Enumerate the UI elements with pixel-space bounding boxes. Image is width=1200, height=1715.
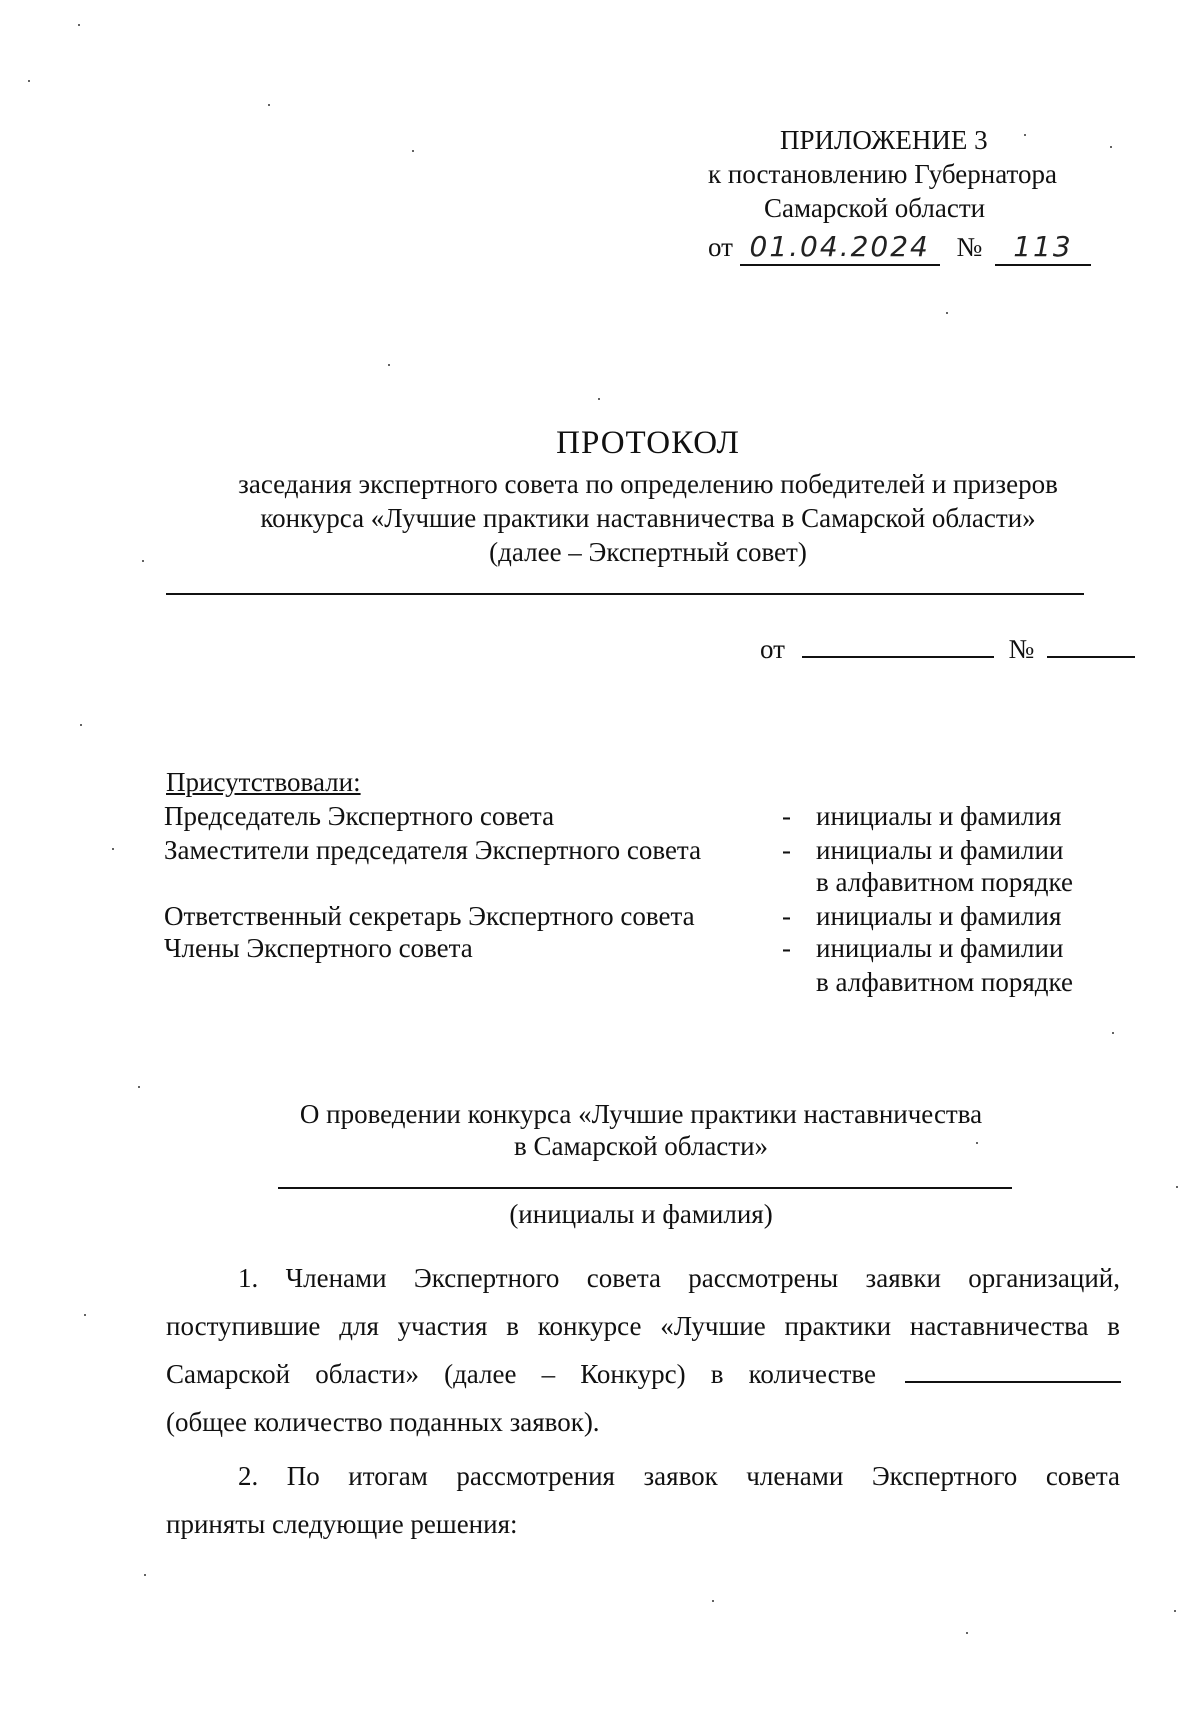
protocol-number-blank xyxy=(1047,632,1135,658)
attendance-role-members: Члены Экспертного совета xyxy=(164,933,473,963)
speaker-caption: (инициалы и фамилия) xyxy=(509,1199,773,1229)
protocol-date-blank xyxy=(802,632,994,658)
attendance-value-deputies-order: в алфавитном порядке xyxy=(816,867,1073,897)
appendix-region-line: Самарской области xyxy=(764,193,986,223)
scan-speck xyxy=(1110,146,1112,148)
appendix-date-number-line xyxy=(708,230,1091,266)
attendance-role-deputies: Заместители председателя Экспертного совета xyxy=(164,835,702,865)
paragraph2-line1: 2. По итогам рассмотрения заявок членами Экспертного совета xyxy=(238,1461,1120,1491)
attendance-value-members: инициалы и фамилии xyxy=(816,933,1064,963)
scan-speck xyxy=(84,1314,86,1316)
scan-speck xyxy=(1174,1610,1176,1612)
attendance-role-secretary: Ответственный секретарь Экспертного совета xyxy=(164,901,695,931)
appendix-decree-line: к постановлению Губернатора xyxy=(708,159,1057,189)
attendance-value-deputies: инициалы и фамилии xyxy=(816,835,1064,865)
scan-speck xyxy=(78,24,80,26)
paragraph1-line1: 1. Членами Экспертного совета рассмотрены заявки организаций, xyxy=(238,1263,1120,1293)
scan-speck xyxy=(1024,134,1026,136)
scan-speck xyxy=(80,724,82,726)
agenda-line2: в Самарской области» xyxy=(513,1131,769,1161)
speaker-blank-line xyxy=(278,1187,1012,1189)
appendix-from-label: от xyxy=(708,232,733,262)
attendance-value-chair: инициалы и фамилия xyxy=(816,801,1062,831)
scan-speck xyxy=(138,1086,140,1088)
attendance-dash: - xyxy=(782,835,791,865)
scan-speck xyxy=(946,312,948,314)
scan-speck xyxy=(712,1600,714,1602)
attendance-header: Присутствовали: xyxy=(166,767,361,797)
scan-speck xyxy=(598,398,600,400)
scan-speck xyxy=(388,364,390,366)
agenda-line1: О проведении конкурса «Лучшие практики наставничества xyxy=(299,1099,983,1129)
appendix-title: ПРИЛОЖЕНИЕ 3 xyxy=(780,125,988,155)
protocol-from-label: от xyxy=(760,634,785,664)
paragraph1-line3-text: Самарской области» (далее – Конкурс) в количестве xyxy=(166,1359,876,1389)
attendance-dash: - xyxy=(782,901,791,931)
title-divider xyxy=(166,593,1084,595)
paragraph1-line2: поступившие для участия в конкурсе «Лучшие практики наставничества в xyxy=(166,1311,1120,1341)
appendix-date-handwritten: 01.04.2024 xyxy=(740,230,940,266)
document-subtitle-line2: конкурса «Лучшие практики наставничества в Самарской области» xyxy=(260,503,1036,533)
scan-speck xyxy=(144,1574,146,1576)
attendance-role-chair: Председатель Экспертного совета xyxy=(164,801,555,831)
scan-speck xyxy=(976,1142,978,1144)
scan-speck xyxy=(1112,1032,1114,1034)
scan-speck xyxy=(112,848,114,850)
attendance-value-secretary: инициалы и фамилия xyxy=(816,901,1062,931)
paragraph2-line2: приняты следующие решения: xyxy=(166,1509,518,1539)
scan-speck xyxy=(1176,1186,1178,1188)
scan-speck xyxy=(142,560,144,562)
document-title: ПРОТОКОЛ xyxy=(556,425,740,461)
attendance-dash: - xyxy=(782,933,791,963)
appendix-number-sign: № xyxy=(956,232,983,262)
document-subtitle-line1: заседания экспертного совета по определению победителей и призеров xyxy=(238,469,1058,499)
application-count-blank xyxy=(905,1359,1121,1383)
attendance-dash: - xyxy=(782,801,791,831)
scan-speck xyxy=(412,150,414,152)
appendix-number-handwritten: 113 xyxy=(995,230,1091,266)
scan-speck xyxy=(268,104,270,106)
paragraph1-line3 xyxy=(166,1358,1121,1390)
paragraph1-line4: (общее количество поданных заявок). xyxy=(166,1407,600,1437)
document-subtitle-line3: (далее – Экспертный совет) xyxy=(489,537,807,567)
protocol-number-sign: № xyxy=(1008,634,1035,664)
attendance-value-members-order: в алфавитном порядке xyxy=(816,967,1073,997)
protocol-date-number-line xyxy=(760,632,1135,665)
scan-speck xyxy=(966,1632,968,1634)
scan-speck xyxy=(28,80,30,82)
